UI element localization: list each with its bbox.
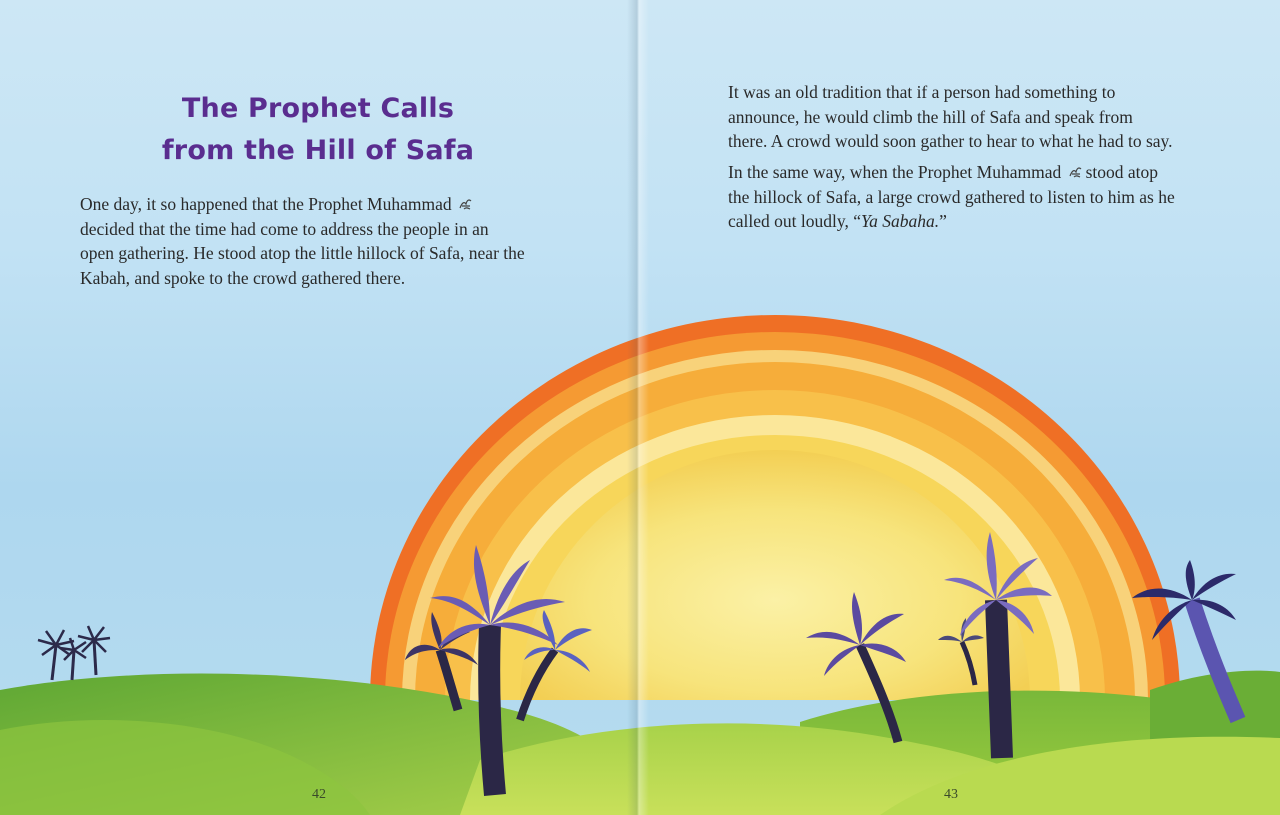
text-line: decided that the time had come to address the people in an	[80, 218, 489, 239]
page-number: 43	[944, 787, 958, 802]
page-number: 42	[312, 787, 326, 802]
left-page	[0, 0, 630, 815]
right-page	[648, 0, 1280, 815]
text-line: announce, he would climb the hill of Safa and speak from	[728, 106, 1133, 127]
pbuh-calligraphy-icon	[458, 197, 474, 211]
right-paragraph-2	[728, 160, 1218, 234]
book-gutter	[627, 0, 649, 815]
quote-italic: Ya Sabaha.	[861, 211, 940, 231]
pbuh-calligraphy-icon	[1068, 165, 1084, 179]
text-line: Kabah, and spoke to the crowd gathered there.	[80, 267, 406, 288]
page-title	[140, 88, 496, 172]
title-line-1: The Prophet Calls	[181, 93, 455, 124]
text-line: the hillock of Safa, a large crowd gathered to listen to him as he	[728, 186, 1175, 207]
text-line: One day, it so happened that the Prophet Muhammad	[80, 192, 570, 217]
text-line: In the same way, when the Prophet Muhammad stood atop	[728, 162, 1159, 182]
title-line-2: from the Hill of Safa	[161, 135, 475, 166]
right-paragraph-1	[728, 80, 1218, 154]
text-line: It was an old tradition that if a person had something to	[728, 82, 1116, 102]
text-line: open gathering. He stood atop the little hillock of Safa, near the	[80, 243, 525, 263]
text-line: called out loudly, “Ya Sabaha.”	[728, 211, 947, 231]
text-line: there. A crowd would soon gather to hear to what he had to say.	[728, 131, 1173, 151]
left-paragraph	[80, 192, 570, 290]
